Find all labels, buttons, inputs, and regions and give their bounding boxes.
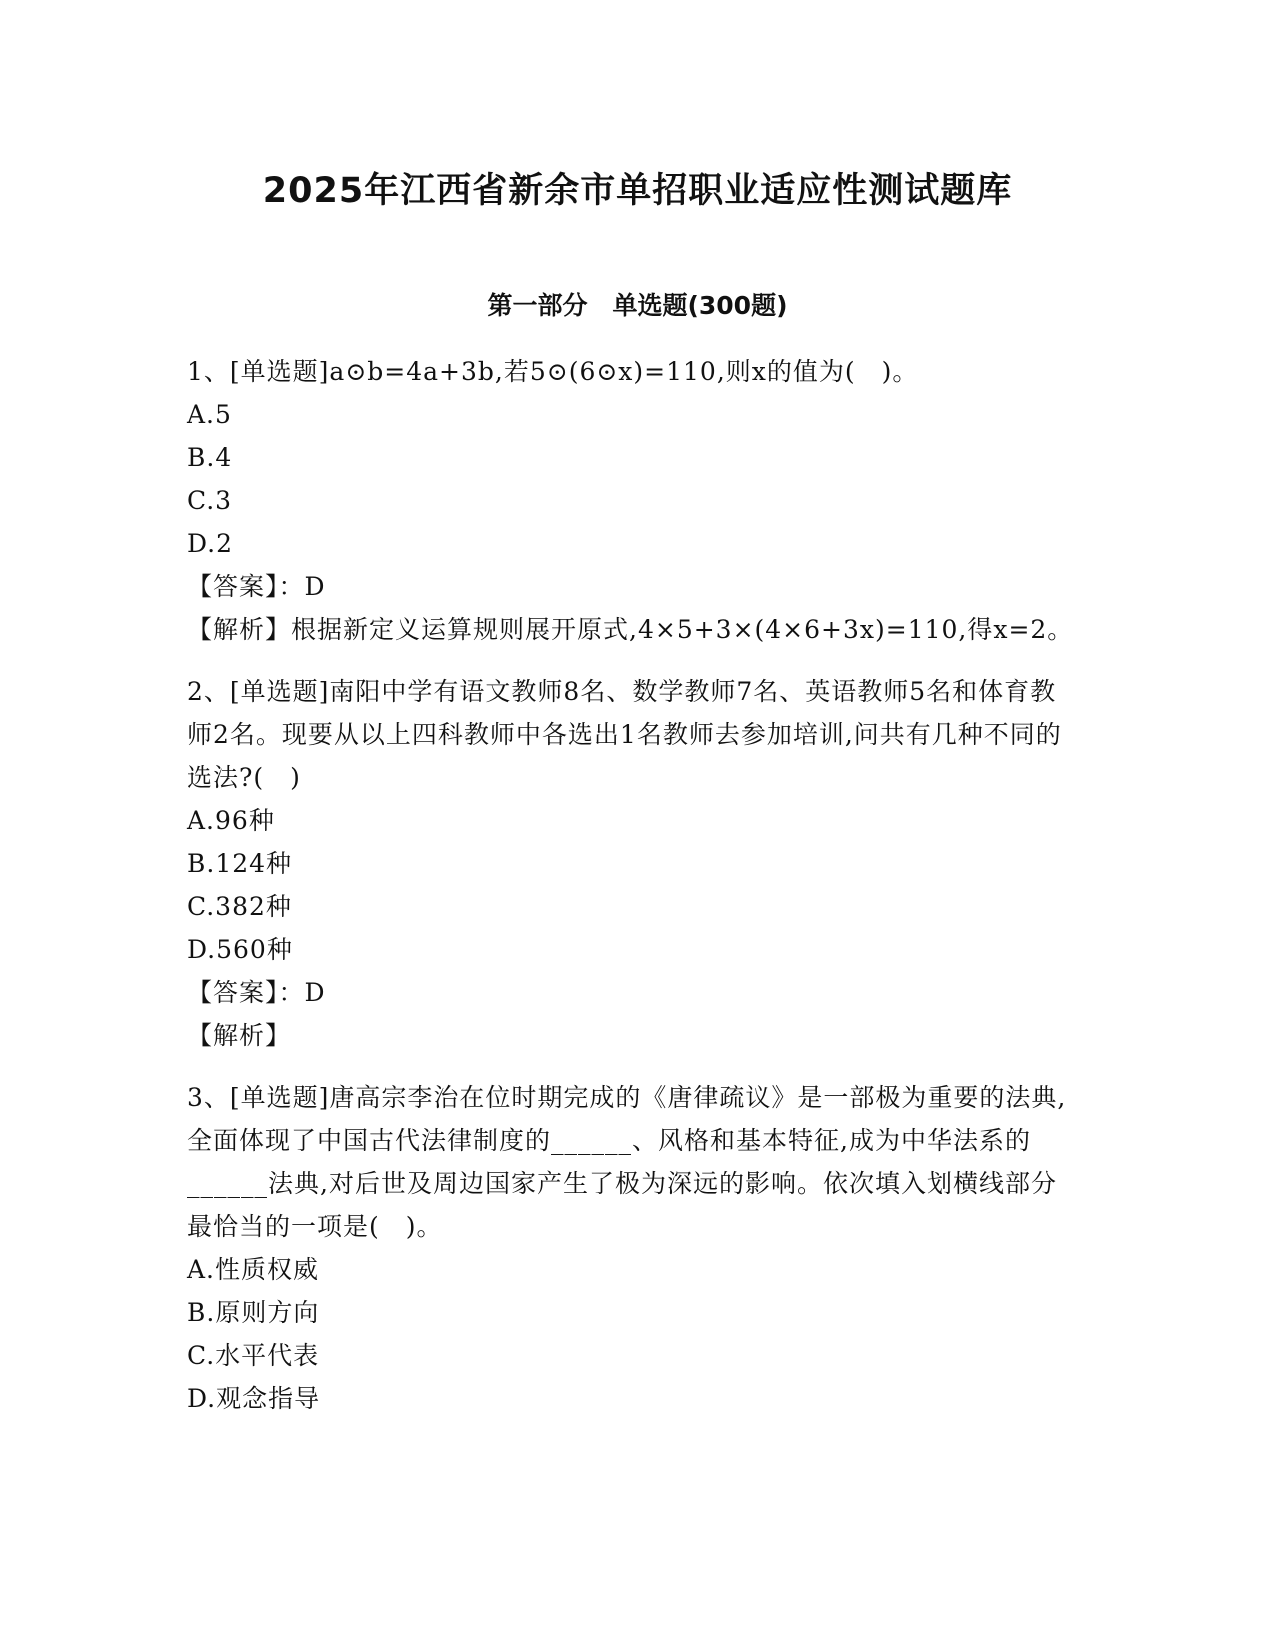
- question-lead: 1、[单选题]: [187, 357, 330, 386]
- answer-value: D: [304, 978, 326, 1007]
- option-list: [187, 393, 1077, 565]
- option-list: [187, 799, 1077, 971]
- question-lead: 2、[单选题]: [187, 677, 330, 706]
- answer-line: [187, 971, 1077, 1014]
- question-stem: [187, 670, 1077, 799]
- option-b: B.124种: [187, 849, 293, 878]
- option-c: C.水平代表: [187, 1341, 320, 1370]
- question-stem: [187, 350, 1077, 393]
- option-c: C.382种: [187, 892, 292, 921]
- analysis-text: 根据新定义运算规则展开原式,4×5+3×(4×6+3x)=110,得x=2。: [291, 615, 1074, 644]
- question-text: 南阳中学有语文教师8名、数学教师7名、英语教师5名和体育教师2名。现要从以上四科教师中各选出1名教师去参加培训,问共有几种不同的选法?( ): [187, 677, 1062, 792]
- document-title: 2025年江西省新余市单招职业适应性测试题库: [262, 171, 1013, 212]
- answer-label: 【答案】：: [187, 978, 305, 1007]
- option-c: C.3: [187, 486, 233, 515]
- answer-label: 【答案】：: [187, 572, 305, 601]
- option-d: D.2: [187, 529, 234, 558]
- option-d: D.560种: [187, 935, 293, 964]
- analysis-label: 【解析】: [187, 615, 292, 644]
- analysis-label: 【解析】: [187, 1021, 292, 1050]
- question-text: a⊙b=4a+3b,若5⊙(6⊙x)=110,则x的值为( )。: [329, 357, 919, 386]
- option-list: [187, 1248, 1077, 1420]
- question-3: [187, 1076, 1077, 1420]
- option-a: A.5: [187, 400, 232, 429]
- question-stem: [187, 1076, 1077, 1248]
- option-b: B.原则方向: [187, 1298, 320, 1327]
- question-lead: 3、[单选题]: [187, 1083, 330, 1112]
- question-2: [187, 670, 1077, 1057]
- question-1: [187, 350, 1077, 651]
- option-d: D.观念指导: [187, 1384, 321, 1413]
- analysis-line: [187, 608, 1077, 651]
- question-text: 唐高宗李治在位时期完成的《唐律疏议》是一部极为重要的法典,全面体现了中国古代法律制度的______、风格和基本特征,成为中华法系的______法典,对后世及周边国家产生了极为深远的影响。依次填入划横线部分最恰当的一项是( )。: [187, 1083, 1067, 1241]
- option-b: B.4: [187, 443, 233, 472]
- question-list: [187, 350, 1077, 1420]
- answer-value: D: [304, 572, 326, 601]
- section-title: 第一部分 单选题(300题): [487, 291, 788, 320]
- answer-line: [187, 565, 1077, 608]
- option-a: A.性质权威: [187, 1255, 320, 1284]
- option-a: A.96种: [187, 806, 275, 835]
- analysis-line: [187, 1014, 1077, 1057]
